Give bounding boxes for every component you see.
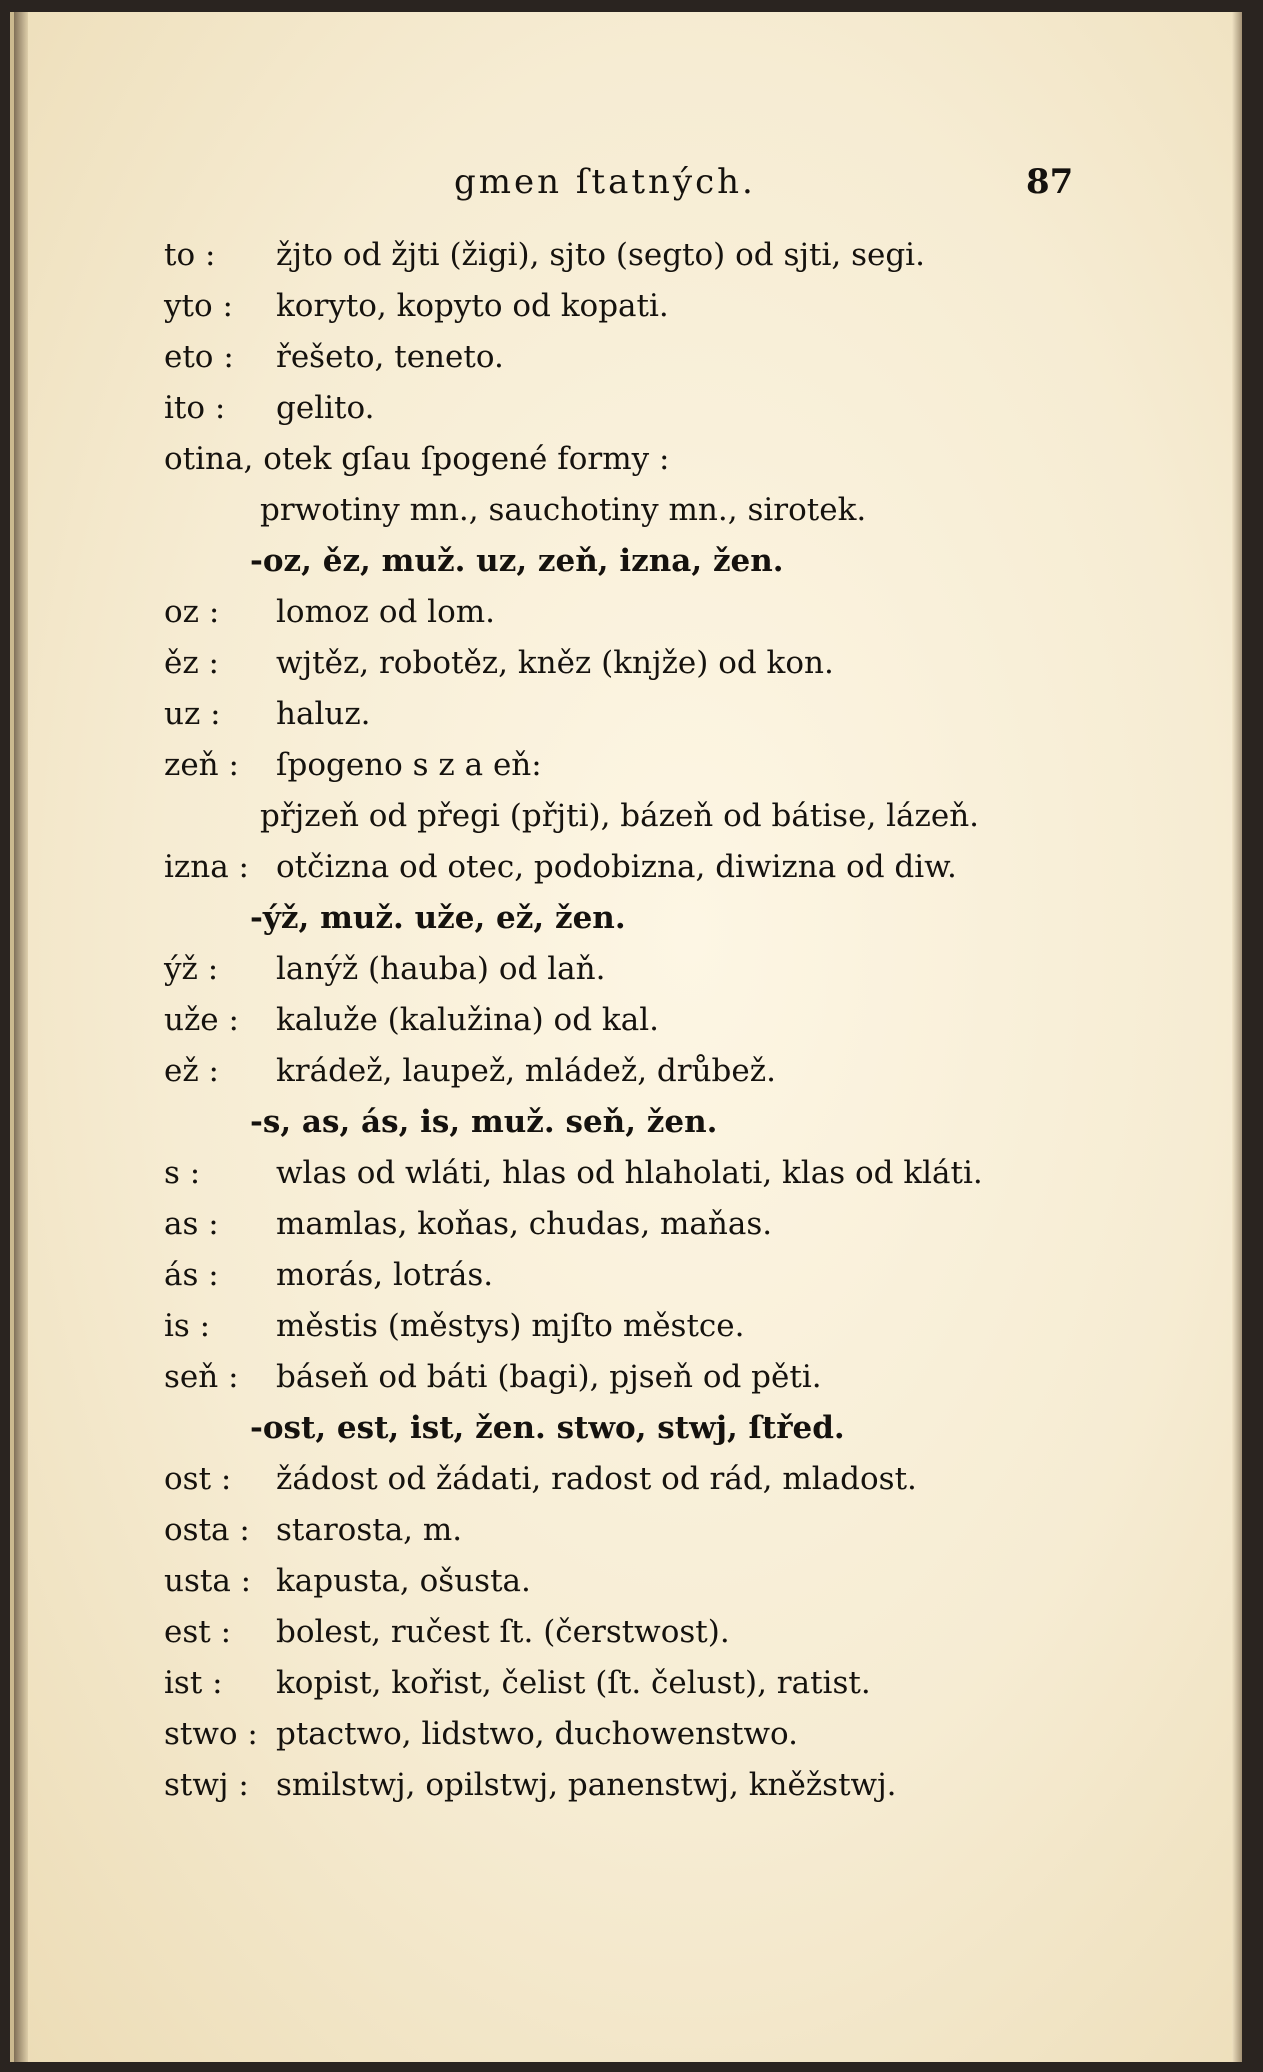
text-line [14, 485, 1242, 536]
text-line [14, 1658, 1242, 1709]
suffix-label: usta : [164, 1563, 252, 1599]
suffix-label: ito : [164, 390, 226, 426]
line-text: ptactwo, lidstwo, duchowenstwo. [276, 1716, 798, 1752]
line-text: morás, lotrás. [276, 1257, 494, 1293]
line-text: kaluže (kalužina) od kal. [276, 1002, 659, 1038]
line-text: -oz, ěz, muž. uz, zeň, izna, žen. [250, 543, 784, 579]
suffix-label: s : [164, 1155, 201, 1191]
line-text: báseň od báti (bagi), pjseň od pěti. [276, 1359, 822, 1395]
text-line [14, 1556, 1242, 1607]
text-line [14, 230, 1242, 281]
line-text: přjzeň od přegi (přjti), bázeň od bátise, lázeň. [260, 798, 980, 834]
text-line [14, 1352, 1242, 1403]
suffix-label: yto : [164, 288, 233, 324]
book-page [10, 12, 1242, 2062]
text-line [14, 587, 1242, 638]
line-text: -ost, est, ist, žen. stwo, stwj, ſtřed. [250, 1410, 845, 1446]
page-header [14, 162, 1242, 212]
line-text: wjtěz, robotěz, kněz (knjže) od kon. [276, 645, 834, 681]
suffix-label: zeň : [164, 747, 239, 783]
text-line [14, 1607, 1242, 1658]
text-line [14, 1046, 1242, 1097]
line-text: řešeto, teneto. [276, 339, 504, 375]
line-text: žjto od žjti (žigi), sjto (segto) od sjti, segi. [276, 237, 925, 273]
line-text: otina, otek gſau ſpogené formy : [164, 441, 670, 477]
section-heading [14, 1403, 1242, 1454]
text-line [14, 1505, 1242, 1556]
page-number: 87 [1026, 162, 1074, 202]
line-text: lomoz od lom. [276, 594, 496, 630]
section-heading [14, 1097, 1242, 1148]
suffix-label: as : [164, 1206, 219, 1242]
suffix-label: ost : [164, 1461, 232, 1497]
text-line [14, 740, 1242, 791]
suffix-label: izna : [164, 849, 249, 885]
text-line [14, 1250, 1242, 1301]
line-text: wlas od wláti, hlas od hlaholati, klas od kláti. [276, 1155, 983, 1191]
text-line [14, 1760, 1242, 1811]
line-text: prwotiny mn., sauchotiny mn., sirotek. [260, 492, 867, 528]
suffix-label: est : [164, 1614, 232, 1650]
line-text: ſpogeno s z a eň: [276, 747, 542, 783]
text-line [14, 791, 1242, 842]
text-line [14, 332, 1242, 383]
suffix-label: stwj : [164, 1767, 249, 1803]
text-line [14, 1148, 1242, 1199]
line-text: smilstwj, opilstwj, panenstwj, kněžstwj. [276, 1767, 897, 1803]
line-text: žádost od žádati, radost od rád, mladost. [276, 1461, 917, 1497]
line-text: lanýž (hauba) od laň. [276, 951, 606, 987]
text-body [14, 230, 1242, 1811]
text-line [14, 434, 1242, 485]
suffix-label: to : [164, 237, 216, 273]
line-text: kapusta, ošusta. [276, 1563, 531, 1599]
suffix-label: ýž : [164, 951, 219, 987]
suffix-label: ěz : [164, 645, 219, 681]
text-line [14, 944, 1242, 995]
section-heading [14, 536, 1242, 587]
suffix-label: uz : [164, 696, 221, 732]
suffix-label: osta : [164, 1512, 250, 1548]
text-line [14, 1199, 1242, 1250]
section-heading [14, 893, 1242, 944]
line-text: gelito. [276, 390, 375, 426]
line-text: otčizna od otec, podobizna, diwizna od diw. [276, 849, 957, 885]
line-text: starosta, m. [276, 1512, 463, 1548]
line-text: kopist, kořist, čelist (ſt. čelust), ratist. [276, 1665, 871, 1701]
line-text: haluz. [276, 696, 371, 732]
text-line [14, 1301, 1242, 1352]
suffix-label: stwo : [164, 1716, 258, 1752]
suffix-label: ež : [164, 1053, 219, 1089]
text-line [14, 1709, 1242, 1760]
line-text: bolest, ručest ſt. (čerstwost). [276, 1614, 730, 1650]
suffix-label: seň : [164, 1359, 239, 1395]
running-head: gmen ſtatných. [454, 162, 756, 202]
line-text: -s, as, ás, is, muž. seň, žen. [250, 1104, 718, 1140]
text-line [14, 689, 1242, 740]
text-line [14, 281, 1242, 332]
text-line [14, 638, 1242, 689]
line-text: koryto, kopyto od kopati. [276, 288, 669, 324]
line-text: městis (městys) mjſto městce. [276, 1308, 745, 1344]
suffix-label: uže : [164, 1002, 239, 1038]
text-line [14, 383, 1242, 434]
text-line [14, 1454, 1242, 1505]
line-text: krádež, laupež, mládež, drůbež. [276, 1053, 776, 1089]
suffix-label: ist : [164, 1665, 223, 1701]
suffix-label: eto : [164, 339, 234, 375]
text-line [14, 995, 1242, 1046]
text-line [14, 842, 1242, 893]
suffix-label: oz : [164, 594, 220, 630]
line-text: mamlas, koňas, chudas, maňas. [276, 1206, 773, 1242]
line-text: -ýž, muž. uže, ež, žen. [250, 900, 626, 936]
suffix-label: is : [164, 1308, 211, 1344]
suffix-label: ás : [164, 1257, 219, 1293]
